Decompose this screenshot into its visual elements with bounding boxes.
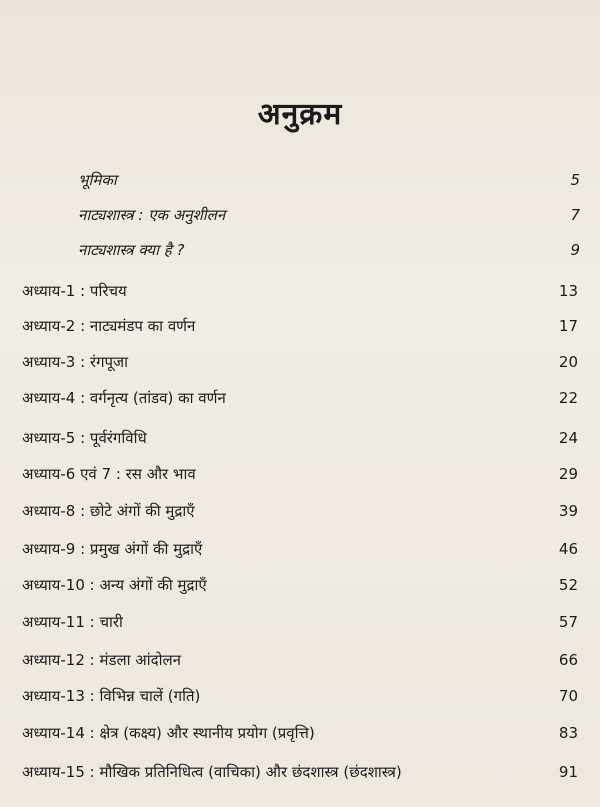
- toc-entry-label: अध्याय-15 : मौखिक प्रतिनिधित्व (वाचिका) और छंदशास्त्र (छंदशास्त्र): [22, 763, 402, 781]
- toc-entry-label: अध्याय-5 : पूर्वरंगविधि: [22, 429, 147, 447]
- toc-entry-label: अध्याय-6 एवं 7 : रस और भाव: [22, 465, 196, 483]
- toc-entry-chapter: [22, 535, 578, 563]
- toc-entry-page: 83: [558, 724, 578, 742]
- toc-entry-chapter: [22, 384, 578, 412]
- toc-entry-page: 52: [558, 576, 578, 594]
- toc-entry-page: 46: [558, 540, 578, 558]
- toc-entry-page: 13: [558, 282, 578, 300]
- toc-entry-chapter: [22, 682, 578, 710]
- toc-entry-chapter: [22, 571, 578, 599]
- toc-entry-page: 57: [558, 613, 578, 631]
- toc-entry-page: 22: [558, 389, 578, 407]
- toc-entry-intro: [78, 201, 580, 229]
- toc-entry-label: अध्याय-9 : प्रमुख अंगों की मुद्राएँ: [22, 540, 203, 558]
- toc-entry-chapter: [22, 719, 578, 747]
- page-title: अनुक्रम: [257, 97, 343, 132]
- toc-entry-page: 70: [558, 687, 578, 705]
- toc-entry-chapter: [22, 312, 578, 340]
- toc-entry-chapter: [22, 277, 578, 305]
- toc-entry-page: 29: [558, 465, 578, 483]
- toc-entry-chapter: [22, 646, 578, 674]
- toc-entry-chapter: [22, 608, 578, 636]
- toc-entry-label: भूमिका: [78, 171, 117, 189]
- toc-entry-page: 5: [570, 171, 580, 189]
- toc-entry-label: अध्याय-2 : नाट्यमंडप का वर्णन: [22, 317, 196, 335]
- toc-entry-intro: [78, 166, 580, 194]
- toc-entry-page: 24: [558, 429, 578, 447]
- toc-entry-chapter: [22, 497, 578, 525]
- toc-entry-page: 20: [558, 353, 578, 371]
- toc-entry-intro: [78, 236, 580, 264]
- toc-entry-label: अध्याय-4 : वर्गनृत्य (तांडव) का वर्णन: [22, 389, 226, 407]
- toc-entry-page: 17: [558, 317, 578, 335]
- toc-entry-chapter: [22, 424, 578, 452]
- toc-entry-label: अध्याय-14 : क्षेत्र (कक्ष्य) और स्थानीय प्रयोग (प्रवृत्ति): [22, 724, 315, 742]
- toc-entry-page: 7: [570, 206, 580, 224]
- toc-entry-chapter: [22, 758, 578, 786]
- toc-entry-label: अध्याय-8 : छोटे अंगों की मुद्राएँ: [22, 502, 195, 520]
- toc-entry-chapter: [22, 348, 578, 376]
- toc-entry-chapter: [22, 460, 578, 488]
- toc-entry-label: अध्याय-1 : परिचय: [22, 282, 127, 300]
- toc-entry-label: नाट्यशास्त्र क्या है ?: [78, 241, 185, 259]
- toc-entry-label: अध्याय-12 : मंडला आंदोलन: [22, 651, 181, 669]
- toc-entry-page: 91: [558, 763, 578, 781]
- toc-entry-page: 66: [558, 651, 578, 669]
- toc-entry-page: 9: [570, 241, 580, 259]
- toc-entry-page: 39: [558, 502, 578, 520]
- toc-entry-label: नाट्यशास्त्र : एक अनुशीलन: [78, 206, 226, 224]
- toc-entry-label: अध्याय-11 : चारी: [22, 613, 123, 631]
- toc-entry-label: अध्याय-13 : विभिन्न चालें (गति): [22, 687, 201, 705]
- toc-entry-label: अध्याय-10 : अन्य अंगों की मुद्राएँ: [22, 576, 207, 594]
- toc-entry-label: अध्याय-3 : रंगपूजा: [22, 353, 129, 371]
